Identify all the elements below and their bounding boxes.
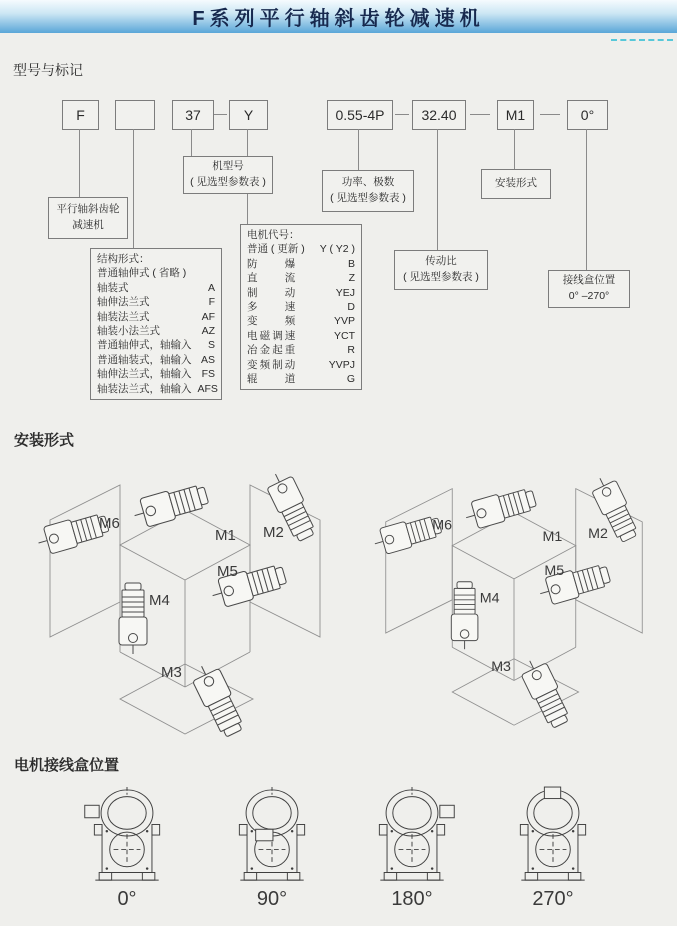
motor-code-box xyxy=(240,224,362,390)
angle-label-90: 90° xyxy=(256,888,288,910)
mounting-label-m5: M5 xyxy=(217,563,238,580)
list-item: 变频 YVP xyxy=(247,315,355,328)
mounting-label-m3: M3 xyxy=(491,659,511,676)
list-item: 普通轴伸式 ( 省略 ) xyxy=(97,267,187,280)
list-item: 辊道 G xyxy=(247,373,355,386)
motor-view-270deg xyxy=(505,786,601,886)
leader-line xyxy=(586,129,587,270)
list-item: 变频制动 YVPJ xyxy=(247,358,355,371)
mounting-label-m4: M4 xyxy=(149,592,170,609)
junction-box-right xyxy=(440,805,454,817)
junction-box-top xyxy=(544,787,560,799)
list-item: 普通 ( 更新 ) Y ( Y2 ) xyxy=(247,243,355,256)
mounting-label-m4: M4 xyxy=(479,590,500,607)
list-item: 电磁调速 YCT xyxy=(247,329,355,342)
list-item: 直流 Z xyxy=(247,272,355,285)
mounting-label-m1: M1 xyxy=(215,527,236,544)
leader-line xyxy=(191,129,192,156)
motor-view-90deg xyxy=(224,786,320,886)
list-item: 防爆 B xyxy=(247,257,355,270)
list-item: 轴伸法兰式，轴输入 FS xyxy=(97,368,215,381)
list-item: 轴装小法兰式 AZ xyxy=(97,325,215,338)
code-box-junction: 0° xyxy=(567,100,608,130)
leader-line xyxy=(133,129,134,248)
angle-label-0: 0° xyxy=(117,888,137,910)
list-item: 普通轴伸式，轴输入 S xyxy=(97,339,215,352)
section-heading-mounting: 安装形式 xyxy=(14,432,75,449)
mounting-diagram-flange xyxy=(362,450,666,742)
code-box-power: 0.55-4P xyxy=(327,100,393,130)
connector-line xyxy=(470,114,490,115)
motor-code-title: 电机代号： xyxy=(247,229,300,241)
leader-line xyxy=(79,129,80,197)
label-power: 功率、极数 ( 见选型参数表 ) xyxy=(322,170,414,212)
section-heading-junction: 电机接线盒位置 xyxy=(14,757,120,774)
page-title: F系列平行轴斜齿轮减速机 xyxy=(192,8,485,30)
code-box-motor: Y xyxy=(229,100,268,130)
mounting-label-m3: M3 xyxy=(161,664,182,681)
label-model-size: 机型号 ( 见选型参数表 ) xyxy=(183,156,273,194)
junction-box-left xyxy=(85,805,99,817)
page-header xyxy=(0,0,677,33)
leader-line xyxy=(514,129,515,169)
angle-label-270: 270° xyxy=(532,888,574,910)
junction-box-bottom xyxy=(256,829,273,841)
mounting-label-m6: M6 xyxy=(99,515,120,532)
connector-line xyxy=(540,114,560,115)
connector-line xyxy=(214,114,227,115)
code-box-ratio: 32.40 xyxy=(412,100,466,130)
mounting-label-m6: M6 xyxy=(432,517,453,534)
list-item: 冶金起重 R xyxy=(247,344,355,357)
leader-line xyxy=(358,129,359,170)
structure-title: 结构形式： xyxy=(97,253,150,265)
label-mounting: 安装形式 xyxy=(481,169,551,199)
label-junction-pos: 接线盒位置 0° –270° xyxy=(548,270,630,308)
angle-label-180: 180° xyxy=(391,888,433,910)
mounting-label-m2: M2 xyxy=(263,524,284,541)
motor-view-0deg xyxy=(79,786,175,886)
structure-type-box xyxy=(90,248,222,400)
code-box-series: F xyxy=(62,100,99,130)
code-box-size: 37 xyxy=(172,100,214,130)
list-item: 多速 D xyxy=(247,301,355,314)
section-heading-model: 型号与标记 xyxy=(13,62,83,78)
mounting-label-m1: M1 xyxy=(542,528,563,545)
code-box-structure xyxy=(115,100,155,130)
list-item: 制动 YEJ xyxy=(247,286,355,299)
list-item: 轴伸法兰式 F xyxy=(97,296,215,309)
list-item: 普通轴装式，轴输入 AS xyxy=(97,353,215,366)
list-item: 轴装式 A xyxy=(97,281,215,294)
leader-line xyxy=(437,129,438,250)
label-ratio: 传动比 ( 见选型参数表 ) xyxy=(394,250,488,290)
list-item: 轴装法兰式，轴输入 AFS xyxy=(97,382,218,395)
dashed-decor-line xyxy=(611,39,673,41)
code-box-mounting: M1 xyxy=(497,100,534,130)
mounting-label-m2: M2 xyxy=(588,526,608,543)
mounting-diagram-shaft xyxy=(25,452,345,744)
connector-line xyxy=(395,114,409,115)
mounting-label-m5: M5 xyxy=(544,563,565,580)
motor-view-180deg xyxy=(364,786,460,886)
list-item: 轴装法兰式 AF xyxy=(97,310,215,323)
label-series: 平行轴斜齿轮 减速机 xyxy=(48,197,128,239)
